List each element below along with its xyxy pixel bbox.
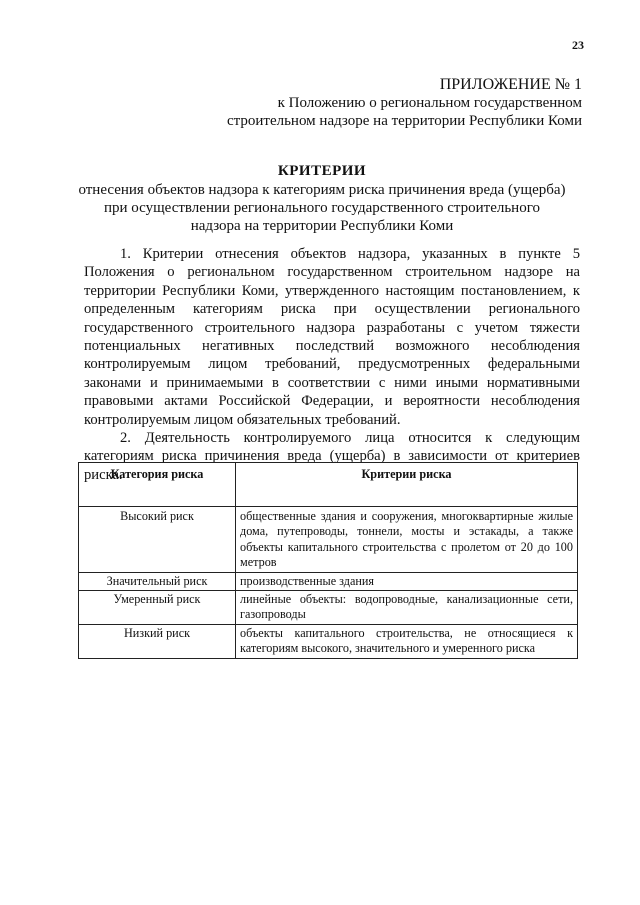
appendix-line-1: к Положению о региональном государственном	[277, 95, 582, 111]
body-text	[84, 245, 580, 484]
row-category: Высокий риск	[79, 507, 236, 573]
paragraph-2: 2. Деятельность контролируемого лица относится к следующим категориям риска причинения вреда (ущерба) в зависимости от критериев риска.	[84, 430, 580, 483]
appendix-title: ПРИЛОЖЕНИЕ № 1	[439, 76, 582, 93]
row-criteria: общественные здания и сооружения, многоквартирные жилые дома, путепроводы, тоннели, мосты и эстакады, а также объекты капитального строительства с пролетом от 20 до 100 метров	[236, 507, 578, 573]
row-category: Значительный риск	[79, 572, 236, 590]
heading-title: КРИТЕРИИ	[277, 163, 367, 179]
heading-subtitle-line-3: надзора на территории Республики Коми	[190, 218, 454, 234]
appendix-line-2: строительном надзоре на территории Республики Коми	[226, 113, 582, 129]
table-row	[79, 591, 578, 625]
table-row	[79, 507, 578, 573]
row-criteria: линейные объекты: водопроводные, канализационные сети, газопроводы	[236, 591, 578, 625]
row-category: Низкий риск	[79, 624, 236, 658]
table-row	[79, 572, 578, 590]
document-heading	[60, 161, 584, 235]
paragraph-1: 1. Критерии отнесения объектов надзора, указанных в пункте 5 Положения о региональном государственном строительном надзоре на территории Республики Коми, утвержденного настоящим постановлением, к определенным категориям риска при осуществлении регионального государственного строительного надзора разработаны с учетом тяжести потенциальных негативных последствий возможного несоблюдения контролируемым лицом требований, предусмотренных федеральными законами и принимаемыми в соответствии с ними иными нормативными правовыми актами Российской Федерации, и вероятности несоблюдения контролируемым лицом обязательных требований.	[84, 246, 580, 428]
row-criteria: производственные здания	[236, 572, 578, 590]
header-criteria: Критерии риска	[236, 463, 578, 507]
appendix-block	[122, 76, 582, 130]
heading-subtitle-line-2: при осуществлении регионального государственного строительного	[103, 200, 540, 216]
table-row	[79, 624, 578, 658]
table-header-row	[79, 463, 578, 507]
row-category: Умеренный риск	[79, 591, 236, 625]
header-category: Категория риска	[79, 463, 236, 507]
row-criteria: объекты капитального строительства, не относящиеся к категориям высокого, значительного и умеренного риска	[236, 624, 578, 658]
risk-criteria-table	[78, 462, 578, 659]
heading-subtitle-line-1: отнесения объектов надзора к категориям риска причинения вреда (ущерба)	[78, 182, 566, 198]
page-number: 23	[572, 38, 584, 52]
